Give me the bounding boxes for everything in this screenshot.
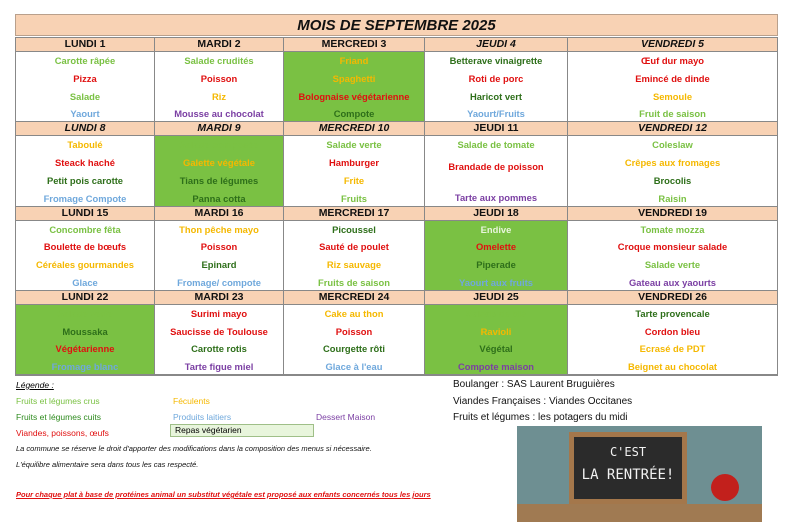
day-header: VENDREDI 12 (568, 122, 777, 136)
menu-item: Frite (343, 174, 365, 186)
legend-fruits-cuits: Fruits et légumes cuits (16, 412, 102, 422)
day-menu (284, 305, 425, 375)
day-header: JEUDI 25 (425, 291, 568, 305)
day-header: JEUDI 18 (425, 207, 568, 221)
menu-item: Courgette rôti (323, 343, 385, 355)
day-menu (425, 221, 568, 291)
apple-icon (711, 474, 739, 501)
menu-item: Ecrasé de PDT (639, 343, 706, 355)
chalkboard-line-2: LA RENTRÉE! (581, 467, 675, 483)
day-header: LUNDI 8 (16, 122, 155, 136)
legend-repas-vegetarien: Repas végétarien (170, 424, 314, 437)
legend-dessert-maison: Dessert Maison (316, 412, 376, 422)
legend-fruits-crus: Fruits et légumes crus (16, 396, 100, 406)
menu-item: Beignet au chocolat (627, 361, 718, 372)
day-header: MERCREDI 10 (284, 122, 425, 136)
menu-item: Carotte rotis (191, 343, 247, 355)
day-menu (568, 305, 777, 375)
supplier-viandes: Viandes Françaises : Viandes Occitanes (453, 396, 633, 407)
day-header: VENDREDI 5 (568, 38, 777, 52)
day-header: JEUDI 4 (425, 38, 568, 52)
menu-item: Fromage blanc (51, 361, 119, 372)
day-header: MARDI 9 (155, 122, 284, 136)
menu-item: Fromage/ compote (177, 276, 261, 288)
menu-item: Pizza (73, 72, 97, 84)
menu-item: Gateau aux yaourts (628, 276, 716, 288)
menu-item: Compote (333, 108, 375, 120)
menu-grid (15, 37, 778, 376)
menu-item: Fruit de saison (639, 108, 706, 120)
menu-item: Poisson (200, 241, 238, 253)
legend-feculents: Féculents (173, 396, 210, 406)
supplier-fruits: Fruits et légumes : les potagers du midi (453, 412, 628, 423)
day-menu (16, 136, 155, 206)
legend-produits-laitiers: Produits laitiers (173, 412, 232, 422)
day-header: MERCREDI 17 (284, 207, 425, 221)
day-header: VENDREDI 26 (568, 291, 777, 305)
menu-item: Salade (69, 90, 101, 102)
legend-title: Légende : (16, 380, 54, 390)
menu-item: Semoule (652, 90, 693, 102)
menu-item: Crêpes aux fromages (624, 157, 721, 168)
day-menu (425, 136, 568, 206)
note-modifications: La commune se réserve le droit d'apporter des modifications dans la composition des menus si nécessaire. (16, 444, 372, 453)
menu-item: Poisson (200, 72, 238, 84)
menu-item: Endive (480, 223, 512, 235)
day-header: LUNDI 22 (16, 291, 155, 305)
chalkboard-line-1: C'EST (609, 445, 647, 459)
menu-title: MOIS DE SEPTEMBRE 2025 (15, 14, 778, 36)
legend-viandes: Viandes, poissons, œufs (16, 428, 109, 438)
menu-item: Yaourt/Fruits (467, 108, 525, 120)
menu-item: Salade crudités (184, 55, 254, 66)
menu-item: Cordon bleu (644, 325, 701, 337)
note-substitut: Pour chaque plat à base de protéines animal un substitut végétale est proposé aux enfants concernés tous les jours (16, 490, 431, 499)
chalkboard-illustration (517, 426, 762, 522)
day-header: MARDI 2 (155, 38, 284, 52)
menu-item: Panna cotta (192, 192, 246, 204)
day-menu (284, 52, 425, 122)
menu-item: Œuf dur mayo (640, 55, 705, 66)
menu-item: Steack haché (55, 157, 115, 168)
menu-item: Surimi mayo (190, 307, 248, 319)
menu-item: Végétal (479, 343, 513, 355)
day-menu (155, 305, 284, 375)
menu-item: Boulette de bœufs (43, 241, 127, 253)
day-menu (568, 136, 777, 206)
day-menu (568, 221, 777, 291)
menu-item: Salade verte (326, 139, 382, 151)
menu-item: Sauté de poulet (319, 241, 389, 253)
day-menu (16, 52, 155, 122)
menu-item: Brandade de poisson (448, 160, 544, 172)
note-equilibre: L'équilibre alimentaire sera dans tous les cas respecté. (16, 460, 199, 469)
chalkboard (569, 432, 687, 504)
menu-item: Concombre fêta (49, 223, 121, 235)
menu-item: Thon pêche mayo (179, 223, 259, 235)
day-menu (568, 52, 777, 122)
menu-item: Glace à l'eau (325, 361, 383, 372)
menu-item: Yaourt (70, 108, 100, 120)
day-menu (284, 136, 425, 206)
day-header: LUNDI 1 (16, 38, 155, 52)
day-menu (425, 305, 568, 375)
menu-item: Céréales gourmandes (36, 259, 134, 270)
menu-item: Piperade (476, 259, 516, 270)
menu-item: Tarte figue miel (184, 361, 254, 372)
day-header: JEUDI 11 (425, 122, 568, 136)
menu-item: Carotte râpée (54, 55, 116, 66)
menu-item: Moussaka (62, 325, 108, 337)
menu-item: Omelette (475, 241, 517, 253)
menu-item: Compote maison (457, 361, 535, 372)
menu-item: Spaghetti (332, 72, 376, 84)
menu-item: Salade verte (57, 307, 113, 319)
menu-item: Salade de tomate (457, 139, 535, 151)
menu-item: Raisin (658, 192, 687, 204)
menu-item: Betterave vinaigrette (449, 55, 543, 66)
menu-item: Brocolis (653, 174, 692, 186)
menu-item: Végétarienne (55, 343, 115, 355)
menu-item: Glace (72, 276, 98, 288)
menu-item: Croque monsieur salade (617, 241, 728, 253)
menu-item: Tarte aux pommes (454, 192, 538, 204)
day-header: MERCREDI 24 (284, 291, 425, 305)
day-header: MERCREDI 3 (284, 38, 425, 52)
menu-item: Tians de légumes (179, 174, 259, 186)
menu-item: Roti de porc (468, 72, 524, 84)
menu-item: Galette végétale (183, 157, 255, 168)
menu-item: Riz sauvage (326, 259, 382, 270)
menu-item: Saucisse de Toulouse (170, 325, 268, 337)
menu-item: Coleslaw (652, 139, 693, 151)
day-menu (155, 52, 284, 122)
menu-item: Yaourt aux fruits (459, 276, 533, 288)
menu-item: Friand (339, 55, 369, 66)
day-menu (155, 221, 284, 291)
menu-item: Emincé de dinde (635, 72, 710, 84)
menu-item: Tarte provencale (635, 307, 710, 319)
menu-item: Petit pois carotte (46, 174, 124, 186)
menu-item: Salade verte (644, 259, 701, 270)
day-menu (155, 136, 284, 206)
menu-item: Fruits de saison (318, 276, 390, 288)
menu-item: Fromage Compote (43, 192, 127, 204)
menu-item: Ravioli (480, 325, 512, 337)
menu-item: Taboulé (67, 139, 103, 151)
menu-item: Picoussel (332, 223, 376, 235)
day-menu (425, 52, 568, 122)
menu-item: Poisson (335, 325, 373, 337)
menu-item: Riz (211, 90, 227, 102)
desk (517, 504, 762, 522)
menu-item: Haricot vert (469, 90, 523, 102)
menu-item: Epinard (201, 259, 237, 270)
menu-item: Salade de blé (466, 307, 526, 319)
menu-item: Salade composée (179, 139, 259, 151)
day-header: MARDI 23 (155, 291, 284, 305)
menu-item: Cake au thon (324, 307, 384, 319)
day-menu (16, 305, 155, 375)
day-menu (284, 221, 425, 291)
day-header: LUNDI 15 (16, 207, 155, 221)
day-header: VENDREDI 19 (568, 207, 777, 221)
day-menu (16, 221, 155, 291)
day-header: MARDI 16 (155, 207, 284, 221)
menu-item: Tomate mozza (640, 223, 705, 235)
supplier-boulanger: Boulanger : SAS Laurent Bruguières (453, 379, 615, 390)
menu-item: Hamburger (328, 157, 379, 168)
menu-item: Fruits (340, 192, 368, 204)
menu-item: Mousse au chocolat (174, 108, 264, 120)
menu-item: Bolognaise végétarienne (298, 90, 410, 102)
